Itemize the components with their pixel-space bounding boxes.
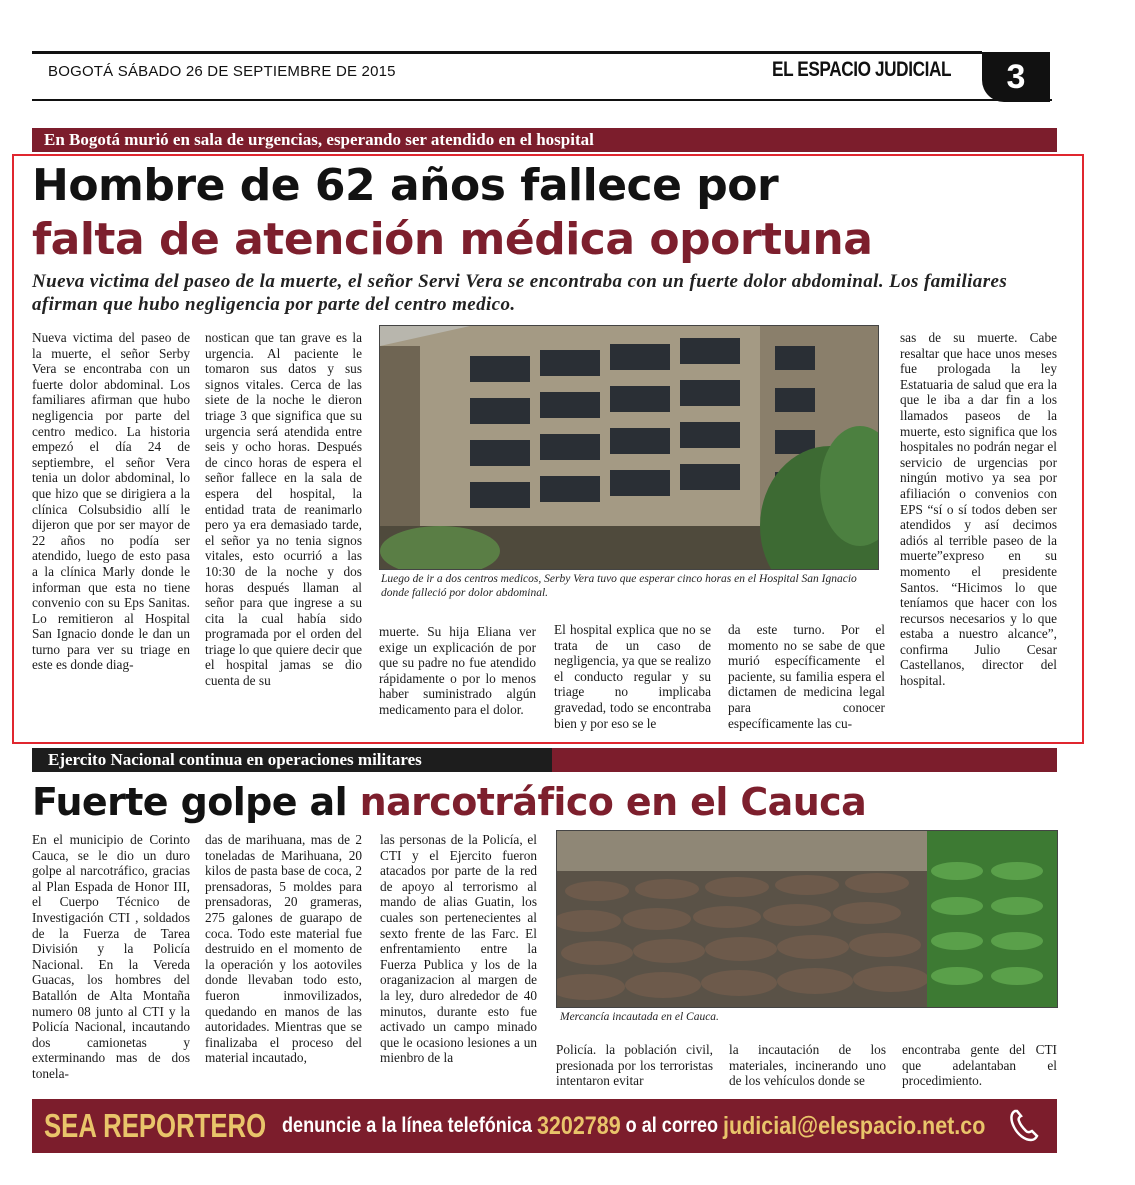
story1-column-2: nostican que tan grave es la urgencia. Al paciente le tomaron sus datos y sus signos vitales. Cerca de las siete de la noche le dieron triage 3 que significa que su urgencia será atendida entre seis y ocho horas. Después de cinco horas de espera el señor fallece en la sala de espera del hospital, la entidad trata de reanimarlo pero ya era demasiado tarde, el señor ya no tenia signos vitales, esto ocurrió a las 10:30 de la noche y dos horas después llaman al señor para que ingrese a su cita la cual había sido programada por el orden del triage lo que quiere decir que el hospital jamas se dio cuenta de su (205, 330, 362, 689)
story1-kicker-text: En Bogotá murió en sala de urgencias, esperando ser atendido en el hospital (44, 130, 594, 149)
seized-packages-image (557, 831, 1058, 1008)
sea-reportero-label: SEA REPORTERO (44, 1107, 267, 1144)
story2-kicker-accent (552, 748, 1057, 772)
banner-contact-text (282, 1099, 985, 1153)
story2-column-3: las personas de la Policía, el CTI y el Ejercito fueron atacados por parte de la red de apoyo al terrorismo al mando de alias Guatin, los cuales son pertenecientes al sexto frente de las Farc. El enfrentamiento entre la Fuerza Publica y los de la oraganizacion al margen de la ley, duro alrededor de 40 minutos, durante esto fue activado un campo minado que le ocasiono lesiones a un mienbro de la (380, 832, 537, 1066)
reporter-banner (32, 1099, 1057, 1153)
page-number: 3 (982, 52, 1050, 102)
story2-headline-part2: narcotráfico en el Cauca (359, 780, 867, 824)
story1-column-3: muerte. Su hija Eliana ver exige un explicación de por que su padre no fue atendido rápidamente o por lo menos haber suministrado algún medicamento para el dolor. (379, 624, 536, 717)
banner-email: judicial@elespacio.net.co (723, 1111, 986, 1140)
story2-kicker-text: Ejercito Nacional continua en operaciones militares (48, 750, 422, 769)
story1-column-4: El hospital explica que no se trata de un caso de negligencia, ya que se realizo el conducto regular y su triage no implicaba gravedad, todo se encontraba bien y por eso se le (554, 622, 711, 731)
story2-headline (32, 780, 866, 824)
banner-text-b: o al correo (625, 1114, 719, 1137)
hospital-building-image (380, 326, 879, 570)
publication-name: EL ESPACIO JUDICIAL (772, 58, 952, 81)
story1-column-6: sas de su muerte. Cabe resaltar que hace unos meses fue prologada la ley Estatuaria de salud que era la que le iba a dar fin a los llamados paseos de la muerte, esto significa que los hospitales no podrán negar el servicio de urgencias por ningún motivo ya sea por afiliación o convenios con EPS “sí o sí todos deben ser atendidos y así decimos adiós al terrible paseo de la muerte”expreso en su momento el presidente Santos. “Hicimos lo que teníamos que hacer con los recursos necesarios y lo que estaba a nuestro alcance”, confirma Julio Cesar Castellanos, director del hospital. (900, 330, 1057, 689)
story2-column-4: Policía. la población civil, presionada por los terroristas intentaron evitar (556, 1042, 713, 1089)
story2-photo-caption: Mercancía incautada en el Cauca. (560, 1011, 719, 1023)
story1-headline-line2: falta de atención médica oportuna (32, 214, 873, 265)
story2-column-1: En el municipio de Corinto Cauca, se le dio un duro golpe al narcotráfico, gracias al Plan Espada de Honor III, el Cuerpo Técnico de Investigación CTI , soldados de la Fuerza de Tarea División y la Policía Nacional. En la Vereda Guacas, los hombres del Batallón de Alta Montaña numero 08 junto al CTI y la Policía Nacional, incautando dos camionetas y exterminando mas de dos tonela- (32, 832, 190, 1081)
hospital-photo (379, 325, 879, 570)
story1-column-1: Nueva victima del paseo de la muerte, el señor Serby Vera se encontraba con un fuerte dolor abdominal. Los familiares afirman que hubo negligencia por parte del centro medico. La historia empezó el día 24 de septiembre, el señor Vera tenia un dolor abdominal, lo que hizo que se dirigiera a la clínica Colsubsidio allí le dijeron que por ser mayor de 22 años no podía ser atendido, luego de esto pasa a la clínica Marly donde le informan que esta no tiene convenio con su Eps Sanitas. Lo remitieron al Hospital San Ignacio donde le dan un turno para ver su triage en este es donde diag- (32, 330, 190, 673)
story2-column-5: la incautación de los materiales, incinerando uno de los vehículos donde se (729, 1042, 886, 1089)
story2-headline-part1: Fuerte golpe al (32, 780, 348, 824)
header-bottom-rule (32, 99, 1052, 101)
story1-column-5: da este turno. Por el momento no se sabe de que murió específicamente el paciente, su familia espera el dictamen de medicina legal para conocer específicamente las cu- (728, 622, 885, 731)
header-top-rule (32, 51, 982, 54)
story2-kicker (32, 748, 1057, 772)
banner-phone: 3202789 (536, 1111, 621, 1140)
story1-photo-caption: Luego de ir a dos centros medicos, Serby Vera tuvo que esperar cinco horas en el Hospital San Ignacio donde falleció por dolor abdominal. (381, 573, 857, 599)
story1-deck: Nueva victima del paseo de la muerte, el señor Servi Vera se encontraba con un fuerte dolor abdominal. Los familiares afirman que hubo negligencia por parte del centro medico. (32, 271, 1008, 315)
telephone-icon (1005, 1105, 1045, 1145)
story1-headline-line1: Hombre de 62 años fallece por (32, 160, 779, 211)
banner-text-a: denuncie a la línea telefónica (282, 1114, 532, 1137)
story2-column-2: das de marihuana, mas de 2 toneladas de Marihuana, 20 kilos de pasta base de coca, 2 prensadoras, 5 moldes para prensadoras, 20 grameras, 275 galones de guarapo de coca. Todo este material fue destruido en el momento de la operación y los aotoviles donde llevaban todo esto, fueron inmovilizados, quedando en manos de las autoridades. Mientras que se finalizaba el proceso del material incautado, (205, 832, 362, 1066)
story1-kicker (32, 128, 1057, 152)
seized-goods-photo (556, 830, 1058, 1008)
story2-column-6: encontraba gente del CTI que adelantaban el procedimiento. (902, 1042, 1057, 1089)
issue-date: BOGOTÁ SÁBADO 26 DE SEPTIEMBRE DE 2015 (48, 63, 396, 80)
